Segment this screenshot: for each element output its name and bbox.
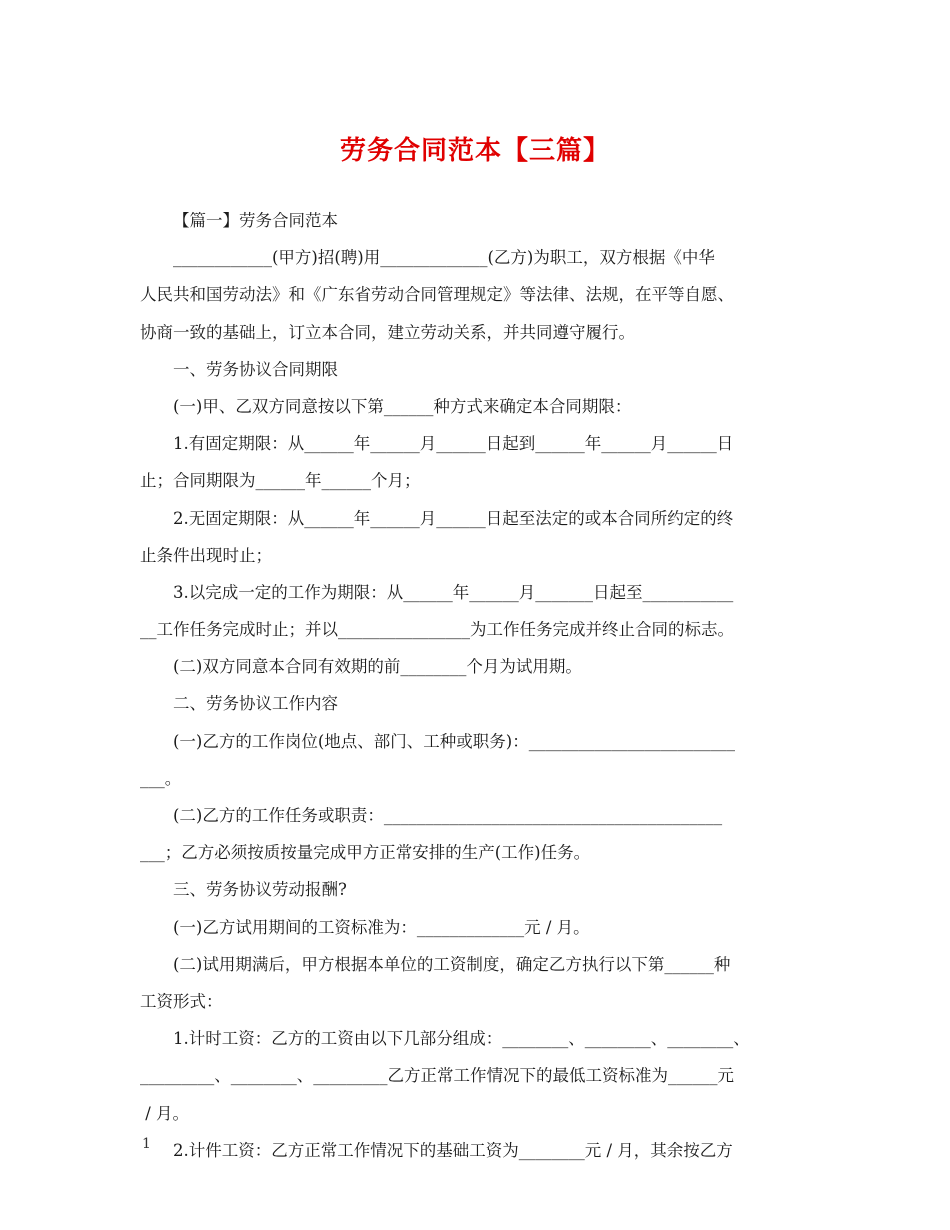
paragraph-line: 协商一致的基础上，订立本合同，建立劳动关系，并共同遵守履行。 — [140, 322, 635, 342]
paragraph-line: 止条件出现时止； — [140, 545, 272, 565]
paragraph-line: ___。 — [140, 768, 182, 788]
paragraph-line: (二)双方同意本合同有效期的前________个月为试用期。 — [173, 657, 582, 677]
paragraph-line: _________、________、_________乙方正常工作情况下的最低工资标准为______元 — [140, 1066, 734, 1086]
paragraph-line: (一)乙方的工作岗位(地点、部门、工种或职务)：_________________________ — [173, 731, 735, 751]
paragraph-line: 止；合同期限为______年______个月； — [140, 471, 421, 491]
paragraph-line: 工资形式： — [140, 991, 223, 1011]
paragraph-line: (二)乙方的工作任务或职责：_________________________________________ — [173, 806, 723, 825]
paragraph-line: (二)试用期满后，甲方根据本单位的工资制度，确定乙方执行以下第______种 — [173, 954, 731, 974]
paragraph-line: ___；乙方必须按质按量完成甲方正常安排的生产(工作)任务。 — [140, 843, 591, 863]
paragraph-line: (一)甲、乙双方同意按以下第______种方式来确定本合同期限： — [173, 396, 632, 416]
paragraph-line: 人民共和国劳动法》和《广东省劳动合同管理规定》等法律、法规，在平等自愿、 — [140, 285, 734, 305]
paragraph-line: 2.计件工资：乙方正常工作情况下的基础工资为________元 / 月，其余按乙方 — [173, 1140, 733, 1160]
clause-heading: 二、劳务协议工作内容 — [173, 694, 338, 714]
section-heading: 【篇一】劳务合同范本 — [173, 211, 338, 230]
paragraph-line: 1.计时工资：乙方的工资由以下几部分组成：________、________、________、 — [173, 1029, 750, 1049]
paragraph-line: 3.以完成一定的工作为期限：从______年______月_______日起至___________ — [173, 582, 734, 602]
paragraph-line: (一)乙方试用期间的工资标准为：_____________元 / 月。 — [173, 917, 590, 937]
page-title: 劳务合同范本【三篇】 — [339, 136, 610, 166]
clause-heading: 一、劳务协议合同期限 — [173, 359, 338, 379]
paragraph-line: 1.有固定期限：从______年______月______日起到______年______月______日 — [173, 434, 734, 454]
paragraph-line: __工作任务完成时止；并以________________为工作任务完成并终止合同的标志。 — [140, 620, 734, 640]
paragraph-line: 2.无固定期限：从______年______月______日起至法定的或本合同所约定的终 — [173, 508, 734, 528]
paragraph-line: ____________(甲方)招(聘)用_____________(乙方)为职工，双方根据《中华 — [173, 248, 715, 268]
document-body — [140, 202, 815, 1169]
paragraph-line: / 月。 — [140, 1103, 190, 1123]
page-number: 1 — [142, 1136, 151, 1152]
clause-heading: 三、劳务协议劳动报酬? — [173, 880, 347, 900]
